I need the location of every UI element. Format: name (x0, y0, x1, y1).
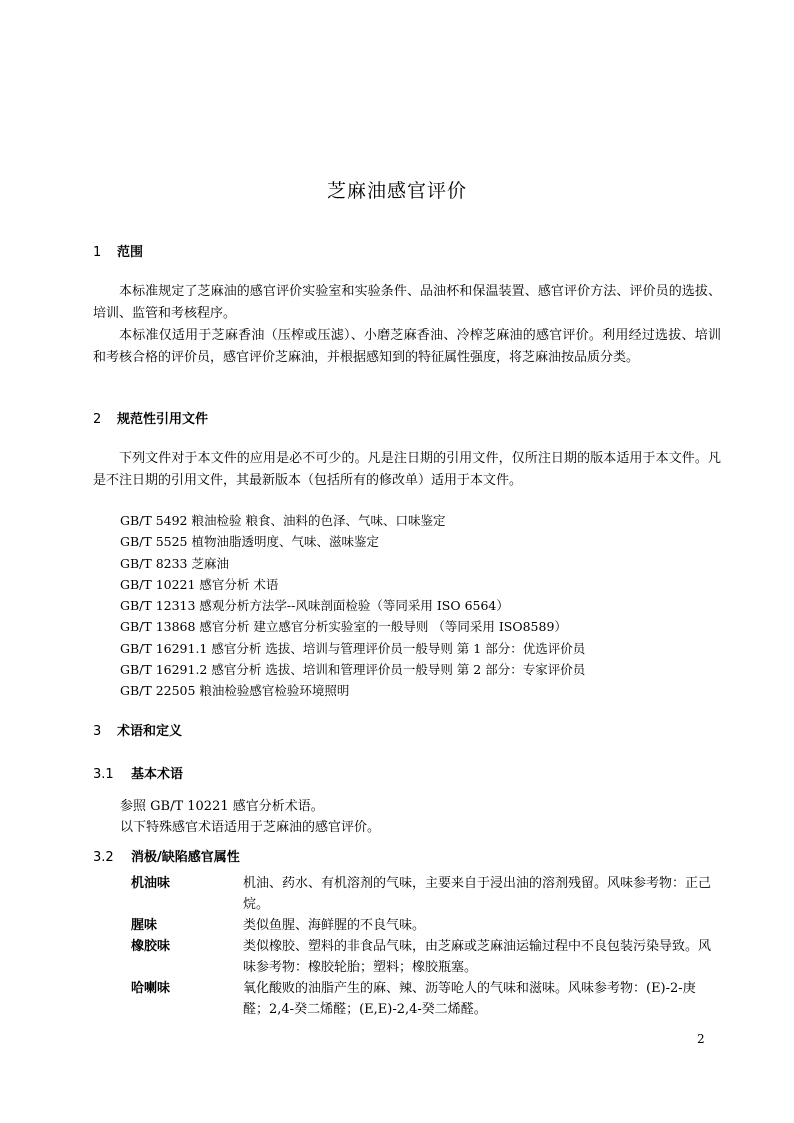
document-title: 芝麻油感官评价 (326, 180, 467, 202)
subsection-title: 基本术语 (131, 767, 184, 782)
subsection-3-1-line-1: 参照 GB/T 10221 感官分析术语。 (120, 799, 324, 814)
term-name: 哈喇味 (131, 981, 171, 996)
term-row (131, 936, 711, 978)
reference-item: GB/T 10221 感官分析 术语 (120, 576, 279, 592)
term-name: 机油味 (131, 876, 171, 891)
section-number: 3 (93, 724, 102, 739)
reference-item: GB/T 22505 粮油检验感官检验环境照明 (120, 683, 350, 699)
normative-references-list (120, 510, 585, 702)
reference-item: GB/T 16291.1 感官分析 选拔、培训与管理评价员一般导则 第 1 部分：优选评价员 (120, 640, 586, 656)
subsection-3-1-heading (93, 763, 183, 782)
section-2-paragraph: 下列文件对于本文件的应用是必不可少的。凡是注日期的引用文件，仅所注日期的版本适用于本文件。凡是不注日期的引用文件，其最新版本（包括所有的修改单）适用于本文件。 (93, 451, 721, 488)
reference-item: GB/T 5525 植物油脂透明度、气味、滋味鉴定 (120, 534, 379, 550)
subsection-title: 消极/缺陷感官属性 (131, 850, 240, 865)
subsection-number: 3.2 (93, 850, 114, 865)
reference-item: GB/T 8233 芝麻油 (120, 555, 229, 571)
subsection-number: 3.1 (93, 767, 114, 782)
section-1-heading (93, 241, 143, 260)
term-definition: 机油、药水、有机溶剂的气味，主要来自于浸出油的溶剂残留。风味参考物：正己烷。 (243, 876, 712, 912)
subsection-3-2-heading (93, 846, 240, 865)
term-definition: 类似橡胶、塑料的非食品气味，由芝麻或芝麻油运输过程中不良包装污染导致。风味参考物：橡胶轮胎；塑料；橡胶瓶塞。 (243, 939, 712, 975)
section-title: 范围 (117, 245, 144, 260)
section-1-paragraph-1: 本标准规定了芝麻油的感官评价实验室和实验条件、品油杯和保温装置、感官评价方法、评价员的选拔、培训、监管和考核程序。 (93, 284, 721, 321)
section-1-paragraph-2: 本标准仅适用于芝麻香油（压榨或压滤）、小磨芝麻香油、冷榨芝麻油的感官评价。利用经过选拔、培训和考核合格的评价员，感官评价芝麻油，并根据感知到的特征属性强度，将芝麻油按品质分类。 (93, 328, 721, 365)
reference-item: GB/T 5492 粮油检验 粮食、油料的色泽、气味、口味鉴定 (120, 513, 446, 528)
section-3-heading (93, 720, 182, 739)
section-title: 规范性引用文件 (117, 412, 209, 427)
section-title: 术语和定义 (117, 724, 183, 739)
reference-item: GB/T 16291.2 感官分析 选拔、培训和管理评价员一般导则 第 2 部分：专家评价员 (120, 662, 586, 678)
term-definition: 氧化酸败的油脂产生的麻、辣、沥等呛人的气味和滋味。风味参考物：(E)-2-庚醛；2,4-癸二烯醛；(E,E)-2,4-癸二烯醛。 (243, 981, 696, 1017)
reference-item: GB/T 12313 感观分析方法学--风味剖面检验（等同采用 ISO 6564） (120, 598, 509, 614)
section-2-heading (93, 408, 208, 427)
page-number: 2 (697, 1032, 705, 1046)
subsection-3-1-line-2: 以下特殊感官术语适用于芝麻油的感官评价。 (120, 820, 381, 835)
section-number: 2 (93, 412, 102, 427)
term-row (131, 873, 711, 915)
reference-item: GB/T 13868 感官分析 建立感官分析实验室的一般导则 （等同采用 ISO8589） (120, 619, 567, 635)
term-row (131, 915, 711, 936)
term-name: 腥味 (131, 918, 158, 933)
defect-attributes-list (131, 873, 711, 1020)
term-definition: 类似鱼腥、海鲜腥的不良气味。 (243, 918, 426, 933)
term-name: 橡胶味 (131, 939, 171, 954)
term-row (131, 978, 711, 1020)
section-number: 1 (93, 245, 102, 260)
